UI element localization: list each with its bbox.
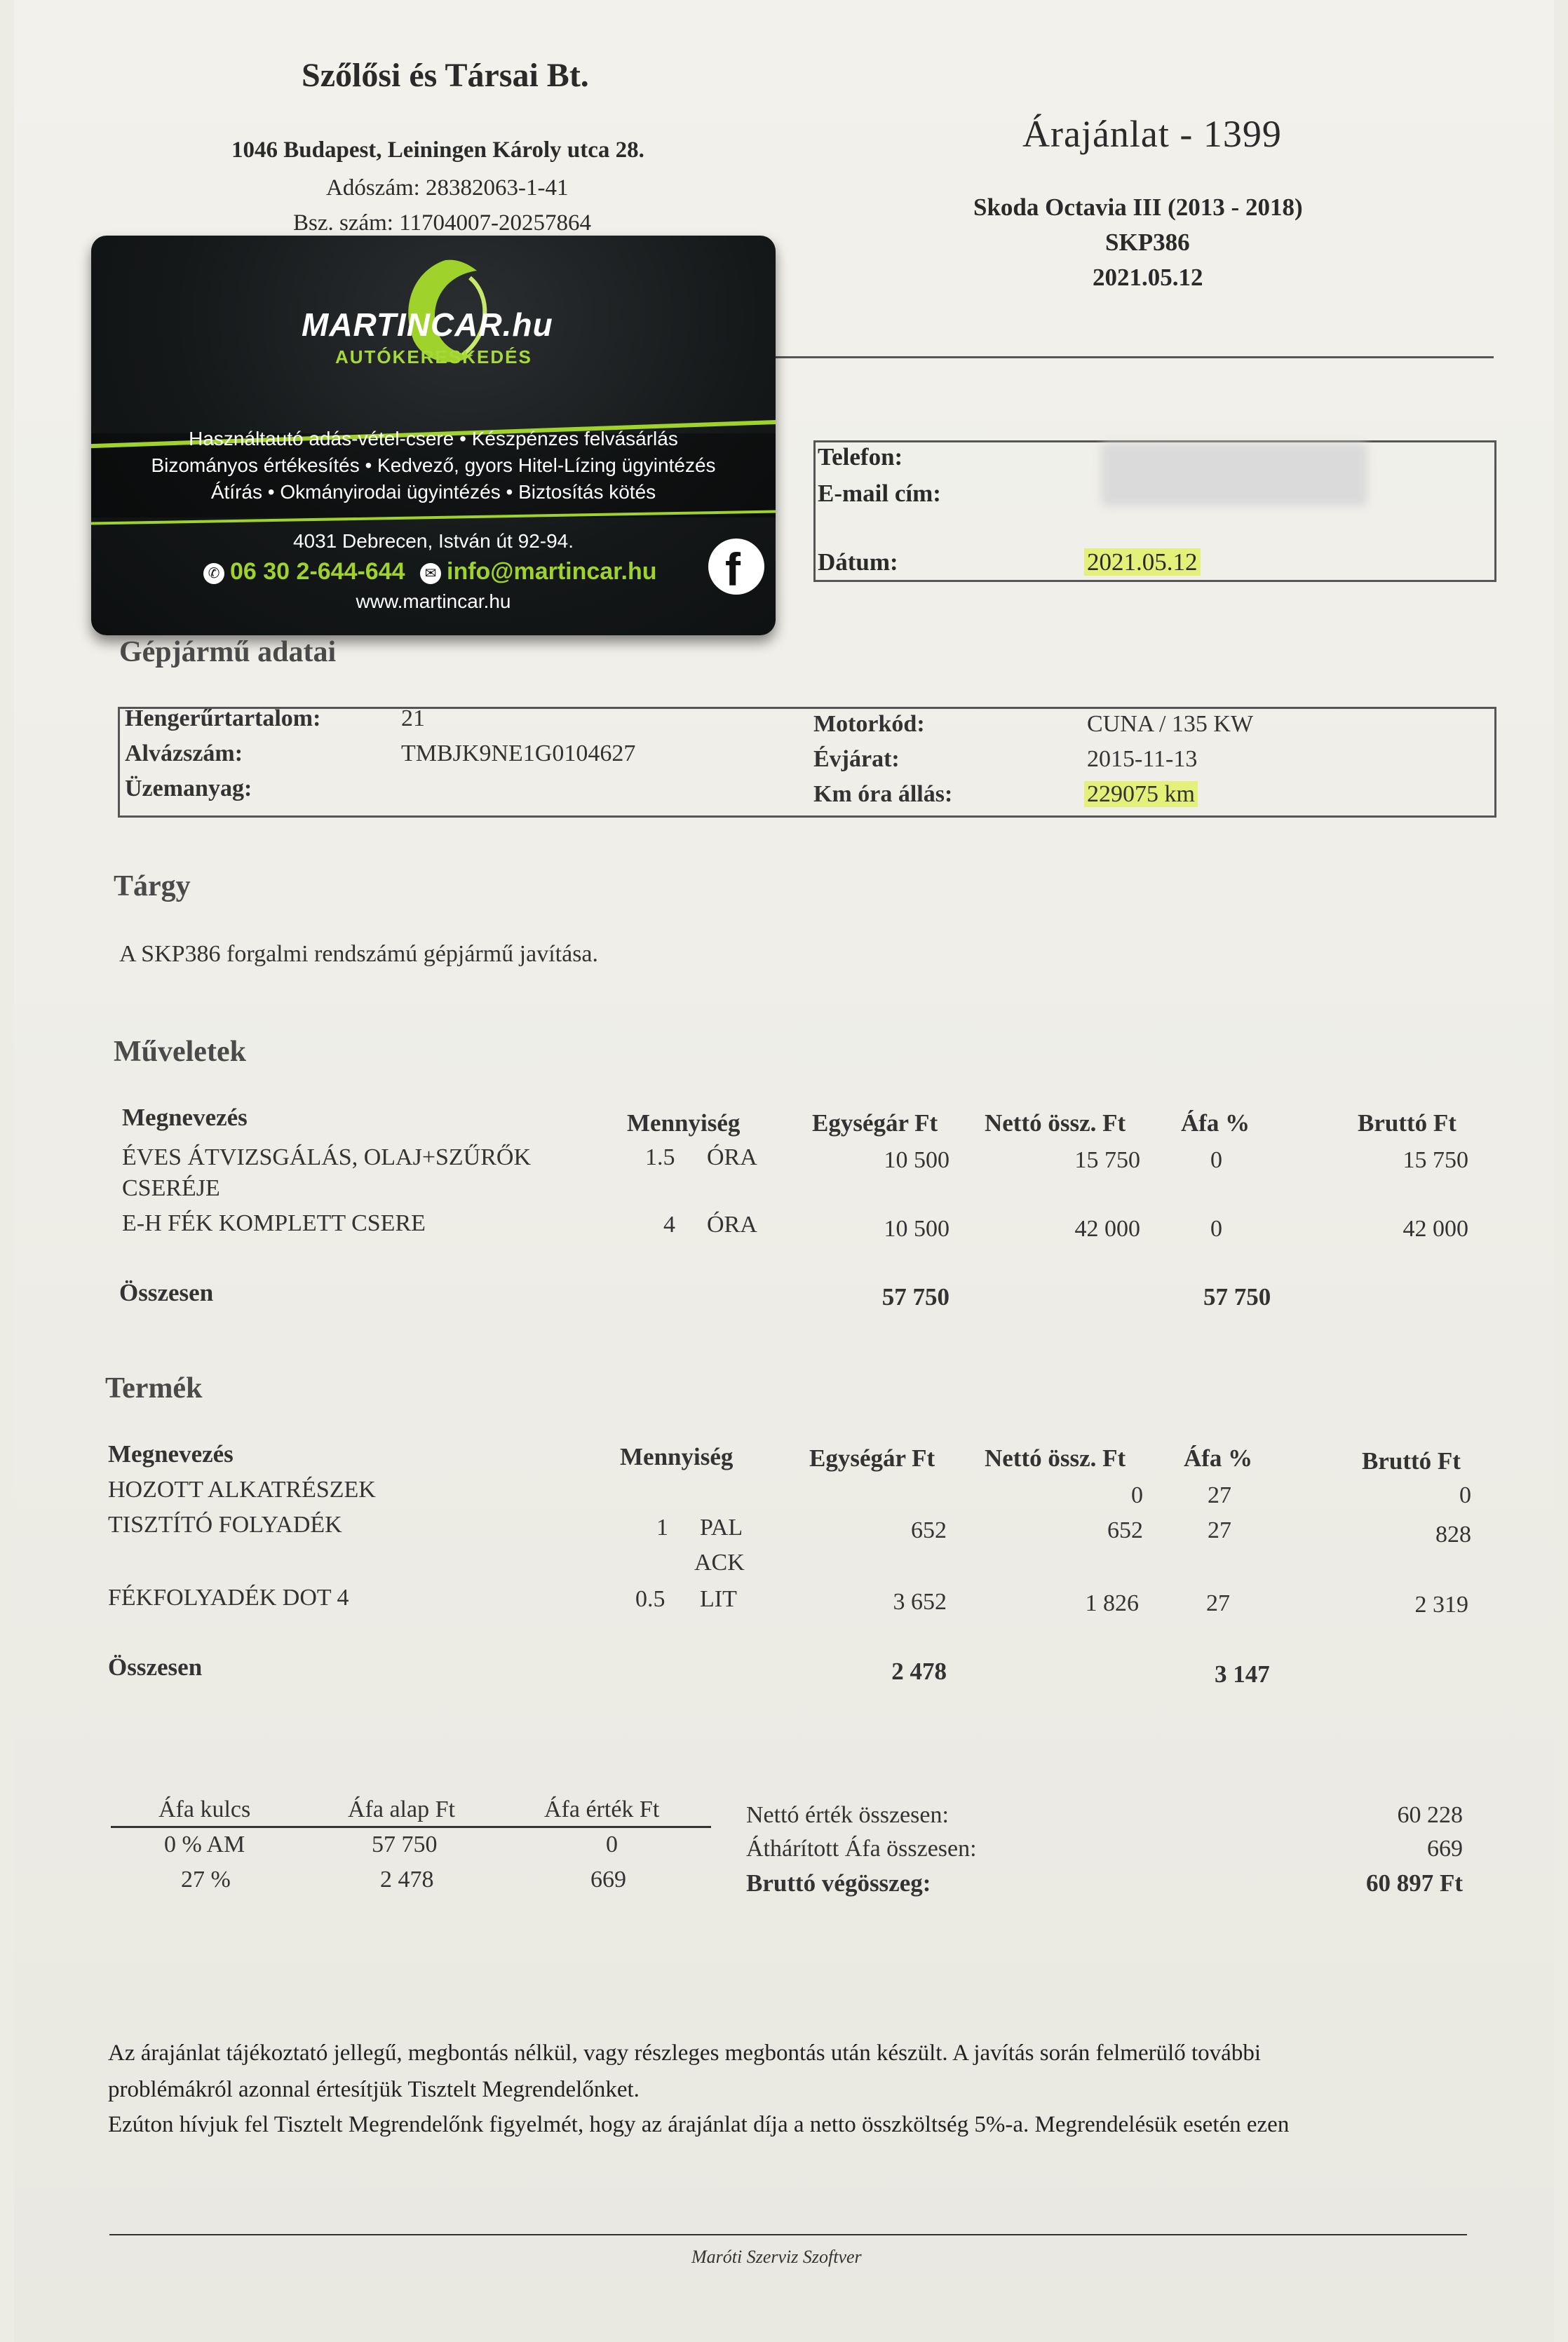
ops-row2-unit: ÓRA (707, 1212, 757, 1238)
card-email: info@martincar.hu (447, 558, 657, 585)
ops-total-label: Összesen (119, 1279, 214, 1306)
gross-total-label: Bruttó végösszeg: (746, 1869, 931, 1897)
ops-col-gross: Bruttó Ft (1358, 1109, 1457, 1137)
quote-date: 2021.05.12 (1093, 264, 1203, 291)
prod-row3-unit: LIT (700, 1586, 737, 1612)
prod-row3-gross: 2 319 (1414, 1592, 1468, 1618)
facebook-icon: f (708, 539, 764, 595)
car-model: Skoda Octavia III (2013 - 2018) (973, 194, 1303, 221)
vehicle-section-title: Gépjármű adatai (119, 636, 337, 668)
ops-col-qty: Mennyiség (627, 1109, 741, 1137)
footer-software: Maróti Szerviz Szoftver (691, 2247, 862, 2267)
vat-total-value: 669 (1427, 1836, 1463, 1862)
ops-row1-vat: 0 (1210, 1147, 1222, 1173)
prod-col-vat: Áfa % (1184, 1444, 1253, 1472)
vat-header-rule (111, 1826, 711, 1828)
subject-text: A SKP386 forgalmi rendszámú gépjármű javítása. (119, 941, 599, 967)
prod-col-gross: Bruttó Ft (1362, 1447, 1461, 1475)
vat-col-rate: Áfa kulcs (158, 1796, 251, 1822)
quote-document (14, 0, 1554, 2342)
vin-label: Alvázszám: (125, 740, 243, 766)
card-service-line1: Használtautó adás-vétel-csere • Készpénzes felvásárlás (189, 428, 678, 449)
subject-title: Tárgy (114, 870, 191, 902)
vin-value: TMBJK9NE1G0104627 (401, 740, 636, 766)
km-value: 229075 km (1084, 781, 1198, 808)
ops-row1-unit: ÓRA (707, 1144, 757, 1170)
ops-col-net: Nettó össz. Ft (985, 1109, 1126, 1137)
prod-row2-vat: 27 (1208, 1517, 1231, 1543)
vat-row2-amount: 669 (590, 1867, 626, 1893)
ops-row1-name: ÉVES ÁTVIZSGÁLÁS, OLAJ+SZŰRŐK (122, 1144, 532, 1170)
ops-row1-name-cont: CSERÉJE (122, 1175, 220, 1201)
year-label: Évjárat: (813, 746, 900, 772)
company-address: 1046 Budapest, Leiningen Károly utca 28. (231, 137, 644, 163)
email-icon: ✉ (420, 563, 441, 584)
vat-col-base: Áfa alap Ft (348, 1796, 455, 1822)
card-contact-line (203, 558, 657, 586)
ops-total-gross: 57 750 (1203, 1283, 1271, 1311)
license-plate: SKP386 (1105, 229, 1190, 256)
prod-total-label: Összesen (108, 1653, 203, 1681)
prod-row3-name: FÉKFOLYADÉK DOT 4 (108, 1585, 349, 1611)
prod-col-qty: Mennyiség (620, 1443, 734, 1470)
card-service-line2: Bizományos értékesítés • Kedvező, gyors Hitel-Lízing ügyintézés (151, 454, 716, 476)
prod-row3-net: 1 826 (1085, 1590, 1139, 1616)
prod-row3-unit-price: 3 652 (893, 1589, 947, 1615)
ops-col-vat: Áfa % (1181, 1109, 1250, 1137)
vehicle-box (118, 707, 1496, 818)
vat-row1-rate: 0 % AM (164, 1832, 245, 1857)
email-label: E-mail cím: (818, 480, 941, 507)
vat-row2-base: 2 478 (380, 1867, 434, 1893)
products-title: Termék (105, 1372, 203, 1404)
vat-col-amount: Áfa érték Ft (544, 1796, 660, 1822)
fuel-label: Üzemanyag: (125, 776, 252, 801)
footer-rule (109, 2234, 1467, 2235)
vat-row1-base: 57 750 (372, 1832, 438, 1857)
quote-title: Árajánlat - 1399 (1022, 113, 1282, 155)
prod-total-net: 2 478 (891, 1658, 947, 1685)
operations-title: Műveletek (114, 1036, 246, 1068)
prod-row2-net: 652 (1107, 1517, 1143, 1543)
ops-row2-unit-price: 10 500 (884, 1216, 949, 1242)
ops-row1-net: 15 750 (1074, 1147, 1140, 1173)
company-tax-id: Adószám: 28382063-1-41 (326, 175, 569, 201)
prod-row2-unit-price: 652 (911, 1517, 947, 1543)
net-total-value: 60 228 (1397, 1802, 1463, 1828)
displacement-value: 21 (401, 705, 425, 731)
note-line3: Ezúton hívjuk fel Tisztelt Megrendelőnk figyelmét, hogy az árajánlat díja a netto összköltség 5%-a. Megrendelésük esetén ezen (108, 2112, 1290, 2137)
prod-col-net: Nettó össz. Ft (985, 1444, 1126, 1472)
km-label: Km óra állás: (813, 781, 953, 807)
company-bank-account: Bsz. szám: 11704007-20257864 (293, 210, 591, 236)
net-total-label: Nettó érték összesen: (746, 1802, 949, 1828)
prod-row3-qty: 0.5 (635, 1586, 665, 1612)
ops-row1-qty: 1.5 (645, 1144, 675, 1170)
company-name: Szőlősi és Társai Bt. (302, 57, 589, 94)
engine-label: Motorkód: (813, 711, 925, 737)
prod-row2-unit-cont: ACK (694, 1550, 745, 1576)
card-website: www.martincar.hu (356, 590, 511, 612)
ops-row2-name: E-H FÉK KOMPLETT CSERE (122, 1210, 426, 1236)
prod-row1-name: HOZOTT ALKATRÉSZEK (108, 1477, 376, 1503)
ops-row2-qty: 4 (663, 1212, 675, 1238)
ops-col-name: Megnevezés (122, 1104, 248, 1131)
prod-row1-gross: 0 (1459, 1482, 1471, 1508)
ops-row1-gross: 15 750 (1403, 1147, 1468, 1173)
vat-row1-amount: 0 (606, 1832, 618, 1857)
redacted-contact (1101, 443, 1367, 506)
ops-row1-unit-price: 10 500 (884, 1147, 949, 1173)
year-value: 2015-11-13 (1087, 746, 1198, 772)
prod-row2-name: TISZTÍTÓ FOLYADÉK (108, 1512, 342, 1538)
note-line2: problémákról azonnal értesítjük Tisztelt Megrendelőnket. (108, 2077, 640, 2102)
ops-col-unit-price: Egységár Ft (812, 1109, 938, 1137)
engine-value: CUNA / 135 KW (1087, 711, 1254, 737)
prod-row1-vat: 27 (1208, 1482, 1231, 1508)
vat-total-label: Áthárított Áfa összesen: (746, 1836, 977, 1862)
header-divider (771, 356, 1494, 358)
prod-row3-vat: 27 (1206, 1590, 1230, 1616)
card-brand-sub: AUTÓKERESKEDÉS (335, 346, 532, 367)
prod-row1-net: 0 (1131, 1482, 1143, 1508)
ops-total-net: 57 750 (881, 1283, 949, 1311)
prod-total-gross: 3 147 (1215, 1660, 1270, 1688)
ops-row2-net: 42 000 (1074, 1216, 1140, 1242)
ops-row2-vat: 0 (1210, 1216, 1222, 1242)
vat-row2-rate: 27 % (181, 1867, 231, 1893)
card-service-line3: Átírás • Okmányirodai ügyintézés • Biztosítás kötés (210, 481, 656, 503)
ops-row2-gross: 42 000 (1403, 1216, 1468, 1242)
displacement-label: Hengerűrtartalom: (125, 705, 321, 731)
prod-col-name: Megnevezés (108, 1440, 234, 1468)
card-address: 4031 Debrecen, István út 92-94. (292, 530, 574, 552)
phone-icon: ✆ (203, 563, 224, 584)
note-line1: Az árajánlat tájékoztató jellegű, megbontás nélkül, vagy részleges megbontás után készült. A javítás során felmerülő további (108, 2040, 1261, 2066)
prod-row2-gross: 828 (1435, 1522, 1471, 1548)
card-brand: MARTINCAR.hu (302, 306, 553, 343)
prod-row2-qty: 1 (656, 1515, 668, 1541)
date-label: Dátum: (818, 548, 898, 576)
gross-total-value: 60 897 Ft (1365, 1869, 1463, 1897)
phone-label: Telefon: (818, 443, 903, 471)
card-phone: 06 30 2-644-644 (230, 558, 405, 585)
date-value: 2021.05.12 (1084, 548, 1201, 576)
business-card (91, 236, 776, 635)
prod-row2-unit: PAL (700, 1515, 743, 1541)
prod-col-unit-price: Egységár Ft (809, 1444, 935, 1472)
